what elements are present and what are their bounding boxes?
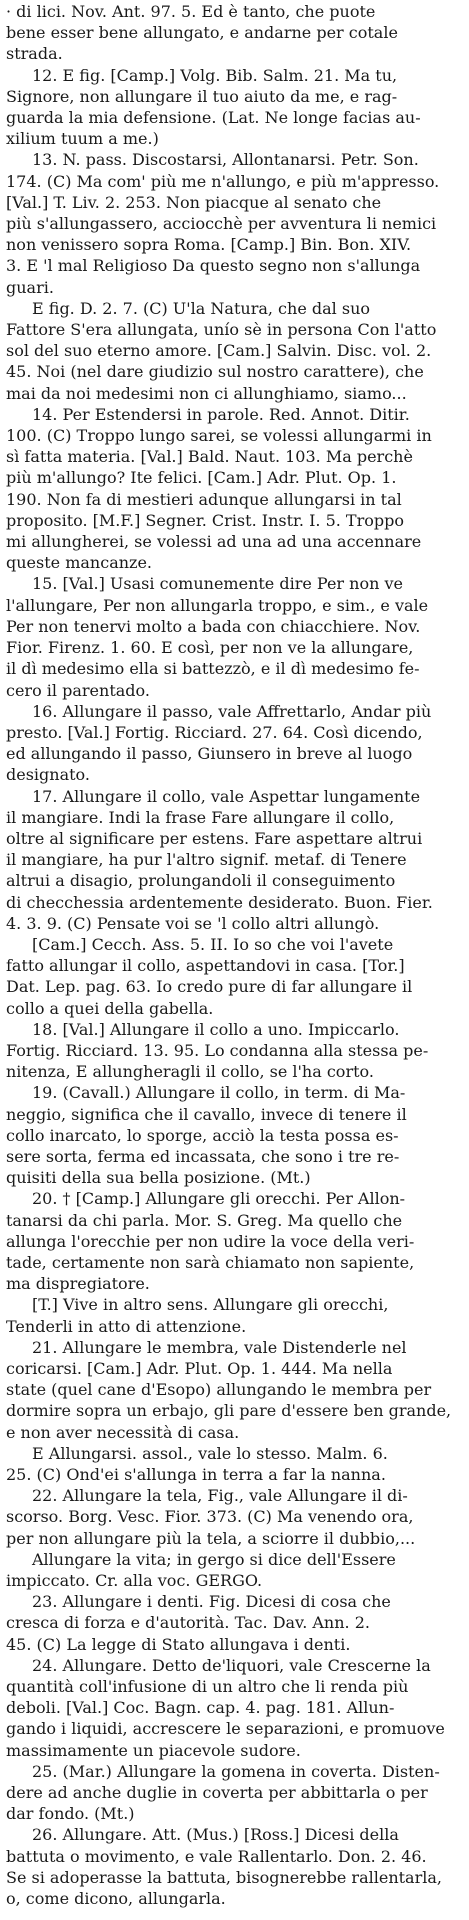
sense-26 xyxy=(6,1824,463,1909)
text-line: 22. Allungare la tela, Fig., vale Allungare il di- xyxy=(32,1486,408,1506)
text-line: neggio, significa che il cavallo, invece di tenere il xyxy=(6,1104,407,1124)
sense-15 xyxy=(6,573,463,700)
text-line: il mangiare. Indi la frase Fare allungare il collo, xyxy=(6,807,395,827)
sense-21 xyxy=(6,1337,463,1443)
text-line: il mangiare, ha pur l'altro signif. metaf. di Tenere xyxy=(6,850,407,870)
text-line: ed allungando il passo, Giunsero in breve al luogo xyxy=(6,744,413,764)
text-line: 12. E fig. [Camp.] Volg. Bib. Salm. 21. Ma tu, xyxy=(32,65,398,85)
text-line: collo inarcato, lo sporge, acciò la testa possa es- xyxy=(6,1125,399,1145)
text-line: 16. Allungare il passo, vale Affrettarlo, Andar più xyxy=(32,701,432,721)
text-line: dar fondo. (Mt.) xyxy=(6,1804,135,1824)
text-line: collo a quei della gabella. xyxy=(6,998,214,1018)
text-line: deboli. [Val.] Coc. Bagn. cap. 4. pag. 181. Allun- xyxy=(6,1698,395,1718)
text-line: · di lici. Nov. Ant. 97. 5. Ed è tanto, che puote xyxy=(6,2,376,21)
text-line: proposito. [M.F.] Segner. Crist. Instr. I. 5. Troppo xyxy=(6,510,404,530)
text-line: [T.] Vive in altro sens. Allungare gli orecchi, xyxy=(32,1295,389,1315)
text-line: xilium tuum a me.) xyxy=(6,129,159,149)
sense-14 xyxy=(6,404,463,574)
text-line: ma dispregiatore. xyxy=(6,1274,150,1294)
text-line: 14. Per Estendersi in parole. Red. Annot. Ditir. xyxy=(32,404,410,424)
sense-20-note xyxy=(6,1294,463,1336)
text-line: 13. N. pass. Discostarsi, Allontanarsi. Petr. Son. xyxy=(32,150,419,170)
text-line: E Allungarsi. assol., vale lo stesso. Malm. 6. xyxy=(32,1443,388,1463)
sense-13-fig xyxy=(6,298,463,404)
text-line: più m'allungo? Ite felici. [Cam.] Adr. Plut. Op. 1. xyxy=(6,468,397,488)
text-line: impiccato. Cr. alla voc. GERGO. xyxy=(6,1571,263,1591)
text-line: 174. (C) Ma com' più me n'allungo, e più m'appresso. xyxy=(6,171,440,191)
text-line: massimamente un piacevole sudore. xyxy=(6,1740,301,1760)
text-line: cero il parentado. xyxy=(6,680,150,700)
text-line: guarda la mia defensione. (Lat. Ne longe facias au- xyxy=(6,108,421,128)
text-line: Fortig. Ricciard. 13. 95. Lo condanna alla stessa pe- xyxy=(6,1040,429,1060)
text-line: quisiti della sua bella posizione. (Mt.) xyxy=(6,1168,311,1188)
sense-23 xyxy=(6,1591,463,1655)
text-line: e non aver necessità di casa. xyxy=(6,1422,240,1442)
text-line: [Cam.] Cecch. Ass. 5. II. Io so che voi l'avete xyxy=(32,934,394,954)
text-line: 15. [Val.] Usasi comunemente dire Per non ve xyxy=(32,574,403,594)
text-line: 25. (Mar.) Allungare la gomena in coverta. Disten- xyxy=(32,1761,440,1781)
sense-22-vita xyxy=(6,1549,463,1591)
text-line: 26. Allungare. Att. (Mus.) [Ross.] Dicesi della xyxy=(32,1825,399,1845)
text-line: 3. E 'l mal Religioso Da questo segno non s'allunga xyxy=(6,256,421,276)
text-line: l'allungare, Per non allungarla troppo, e sim., e vale xyxy=(6,595,429,615)
text-line: mai da noi medesimi non ci allunghiamo, siamo... xyxy=(6,383,407,403)
text-line: non venissero sopra Roma. [Camp.] Bin. Bon. XIV. xyxy=(6,235,412,255)
sense-25 xyxy=(6,1761,463,1825)
text-line: E fig. D. 2. 7. (C) U'la Natura, che dal suo xyxy=(32,298,371,318)
text-line: guari. xyxy=(6,277,54,297)
sense-16 xyxy=(6,701,463,786)
text-line: Dat. Lep. pag. 63. Io credo pure di far allungare il xyxy=(6,977,413,997)
text-line: Signore, non allungare il tuo aiuto da me, e rag- xyxy=(6,86,398,106)
text-line: 190. Non fa di mestieri adunque allungarsi in tal xyxy=(6,489,402,509)
text-line: 19. (Cavall.) Allungare il collo, in term. di Ma- xyxy=(32,1083,406,1103)
text-line: 45. Noi (nel dare giudizio sul nostro carattere), che xyxy=(6,362,424,382)
text-line: bene esser bene allungato, e andarne per cotale xyxy=(6,23,398,43)
text-line: 45. (C) La legge di Stato allungava i denti. xyxy=(6,1634,351,1654)
text-line: [Val.] T. Liv. 2. 253. Non piacque al senato che xyxy=(6,192,382,212)
text-line: 4. 3. 9. (C) Pensate voi se 'l collo altri allungò. xyxy=(6,913,380,933)
text-line: più s'allungassero, acciocchè per avventura li nemici xyxy=(6,214,437,234)
text-line: designato. xyxy=(6,765,90,785)
text-line: oltre al significare per estens. Fare aspettare altrui xyxy=(6,828,423,848)
text-line: presto. [Val.] Fortig. Ricciard. 27. 64. Così dicendo, xyxy=(6,722,423,742)
text-line: scorso. Borg. Vesc. Fior. 373. (C) Ma venendo ora, xyxy=(6,1507,414,1527)
text-line: o, come dicono, allungarla. xyxy=(6,1889,226,1909)
text-line: battuta o movimento, e vale Rallentarlo. Don. 2. 46. xyxy=(6,1846,427,1866)
text-line: Per non tenervi molto a bada con chiacchiere. Nov. xyxy=(6,616,421,636)
text-line: 20. † [Camp.] Allungare gli orecchi. Per Allon- xyxy=(32,1189,406,1209)
sense-13 xyxy=(6,149,463,297)
text-line: 18. [Val.] Allungare il collo a uno. Impiccarlo. xyxy=(32,1019,400,1039)
text-line: state (quel cane d'Esopo) allungando le membra per xyxy=(6,1380,432,1400)
sense-22 xyxy=(6,1485,463,1549)
sense-20 xyxy=(6,1188,463,1294)
text-line: 100. (C) Troppo lungo sarei, se volessi allungarmi in xyxy=(6,426,432,446)
text-line: queste mancanze. xyxy=(6,553,153,573)
text-line: sere sorta, ferma ed incassata, che sono i tre re- xyxy=(6,1146,400,1166)
text-line: Se si adoperasse la battuta, bisognerebbe rallentarla, xyxy=(6,1867,442,1887)
text-line: altrui a disagio, prolungandoli il conseguimento xyxy=(6,871,396,891)
text-line: dormire sopra un erbajo, gli pare d'essere ben grande, xyxy=(6,1401,452,1421)
text-line: nitenza, E allungheragli il collo, se l'ha corto. xyxy=(6,1062,374,1082)
sense-24 xyxy=(6,1655,463,1761)
text-line: 25. (C) Ond'ei s'allunga in terra a far la nanna. xyxy=(6,1465,386,1485)
text-line: 24. Allungare. Detto de'liquori, vale Crescerne la xyxy=(32,1655,431,1675)
text-line: 21. Allungare le membra, vale Distenderle nel xyxy=(32,1337,407,1357)
text-line: strada. xyxy=(6,44,63,64)
text-line: fatto allungar il collo, aspettandovi in casa. [Tor.] xyxy=(6,956,405,976)
text-line: di checchessia ardentemente desiderato. Buon. Fier. xyxy=(6,892,433,912)
sense-19 xyxy=(6,1082,463,1188)
sense-12 xyxy=(6,65,463,150)
text-line: Allungare la vita; in gergo si dice dell'Essere xyxy=(32,1549,396,1569)
text-line: tanarsi da chi parla. Mor. S. Greg. Ma quello che xyxy=(6,1210,403,1230)
sense-17 xyxy=(6,786,463,934)
text-line: quantità coll'infusione di un altro che li renda più xyxy=(6,1677,409,1697)
text-line: coricarsi. [Cam.] Adr. Plut. Op. 1. 444. Ma nella xyxy=(6,1359,393,1378)
text-line: sì fatta materia. [Val.] Bald. Naut. 103. Ma perchè xyxy=(6,447,413,467)
text-line: per non allungare più la tela, a sciorre il dubbio,... xyxy=(6,1528,416,1548)
text-line: Fior. Firenz. 1. 60. E così, per non ve la allungare, xyxy=(6,638,414,658)
text-line: Tenderli in atto di attenzione. xyxy=(6,1316,247,1336)
text-line: Fattore S'era allungata, unío sè in persona Con l'atto xyxy=(6,320,437,340)
text-line: gando i liquidi, accrescere le separazioni, e promuove xyxy=(6,1719,445,1739)
text-line: il dì medesimo ella si battezzò, e il dì medesimo fe- xyxy=(6,659,420,679)
text-line: allunga l'orecchie per non udire la voce della veri- xyxy=(6,1231,415,1251)
text-line: 17. Allungare il collo, vale Aspettar lungamente xyxy=(32,786,421,806)
entry-continuation xyxy=(6,1,463,65)
sense-21-refl xyxy=(6,1443,463,1485)
text-line: dere ad anche duglie in coverta per abbittarla o per xyxy=(6,1783,428,1803)
text-line: 23. Allungare i denti. Fig. Dicesi di cosa che xyxy=(32,1592,391,1612)
text-line: tade, certamente non sarà chiamato non sapiente, xyxy=(6,1252,415,1272)
sense-18 xyxy=(6,1019,463,1083)
text-line: sol del suo eterno amore. [Cam.] Salvin. Disc. vol. 2. xyxy=(6,341,432,361)
text-line: mi allungherei, se volessi ad una ad una accennare xyxy=(6,532,422,552)
sense-17-cont xyxy=(6,934,463,1019)
text-line: cresca di forza e d'autorità. Tac. Dav. Ann. 2. xyxy=(6,1613,370,1633)
